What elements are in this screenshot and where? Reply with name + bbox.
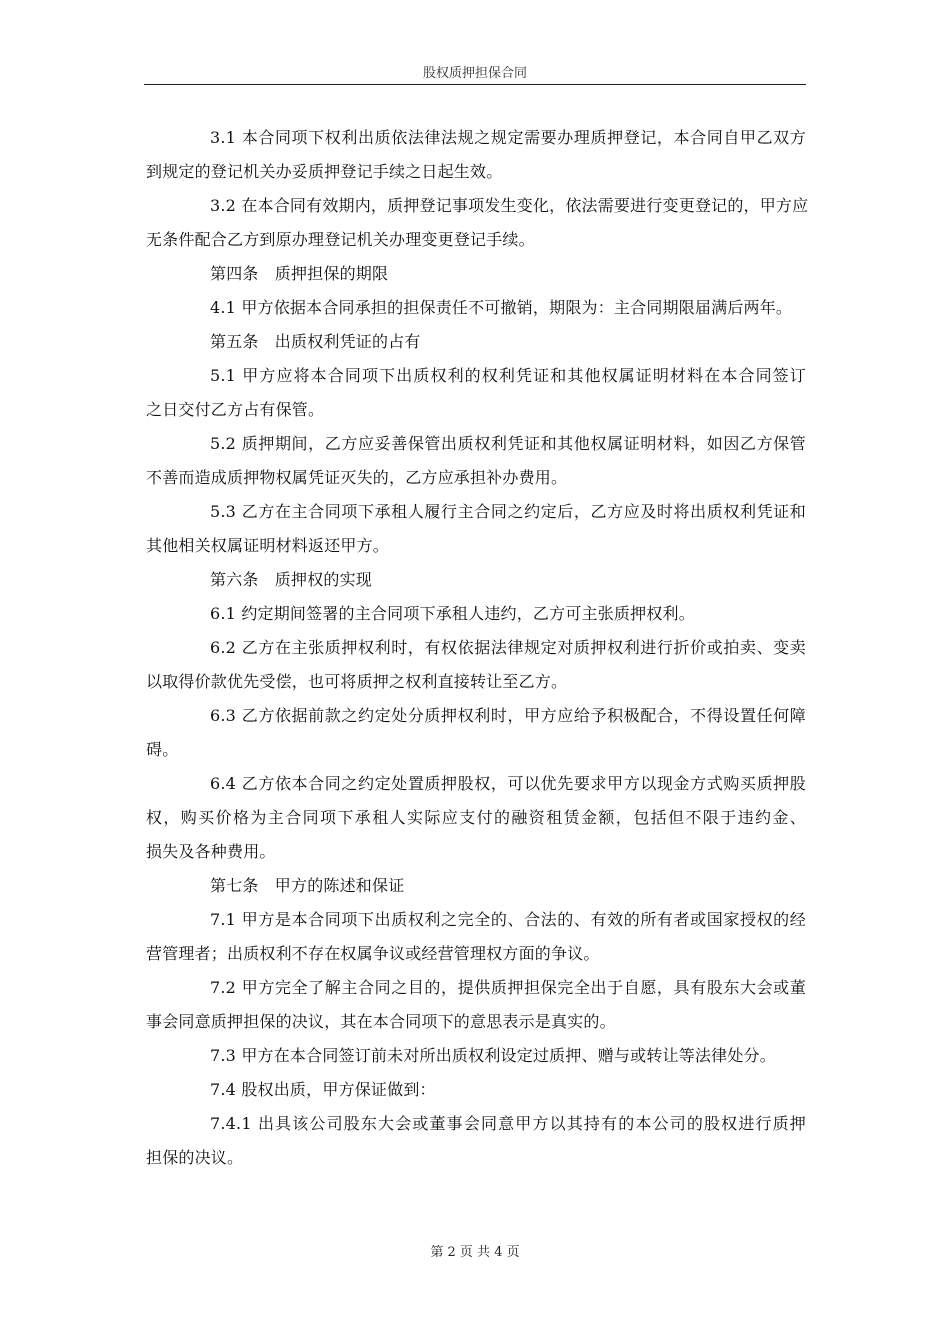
- paragraph-line: 营管理者；出质权利不存在权属争议或经营管理权方面的争议。: [146, 944, 600, 963]
- paragraph-line: 6.2 乙方在主张质押权利时，有权依据法律规定对质押权利进行折价或拍卖、变卖: [210, 638, 806, 657]
- paragraph-line: 7.3 甲方在本合同签订前未对所出质权利设定过质押、赠与或转让等法律处分。: [210, 1046, 776, 1065]
- document-body: [146, 121, 809, 1175]
- paragraph-line: 第五条 出质权利凭证的占有: [210, 332, 421, 351]
- paragraph-line: 5.1 甲方应将本合同项下出质权利的权利凭证和其他权属证明材料在本合同签订: [210, 366, 806, 385]
- paragraph-line: 7.1 甲方是本合同项下出质权利之完全的、合法的、有效的所有者或国家授权的经: [210, 910, 806, 929]
- paragraph-line: 第七条 甲方的陈述和保证: [210, 876, 405, 895]
- page-footer: [0, 1243, 950, 1263]
- paragraph-line: 7.4.1 出具该公司股东大会或董事会同意甲方以其持有的本公司的股权进行质押: [210, 1114, 806, 1133]
- paragraph-line: 3.1 本合同项下权利出质依法律法规之规定需要办理质押登记，本合同自甲乙双方: [210, 128, 806, 147]
- paragraph-line: 6.4 乙方依本合同之约定处置质押股权，可以优先要求甲方以现金方式购买质押股: [210, 774, 806, 793]
- paragraph-line: 担保的决议。: [146, 1148, 244, 1167]
- paragraph-line: 4.1 甲方依据本合同承担的担保责任不可撤销，期限为：主合同期限届满后两年。: [210, 298, 793, 317]
- paragraph-line: 5.2 质押期间，乙方应妥善保管出质权利凭证和其他权属证明材料，如因乙方保管: [210, 434, 806, 453]
- paragraph-line: 3.2 在本合同有效期内，质押登记事项发生变化，依法需要进行变更登记的，甲方应: [210, 196, 809, 215]
- paragraph-line: 到规定的登记机关办妥质押登记手续之日起生效。: [146, 162, 503, 181]
- header-title: 股权质押担保合同: [422, 66, 527, 81]
- paragraph-line: 5.3 乙方在主合同项下承租人履行主合同之约定后，乙方应及时将出质权利凭证和: [210, 502, 806, 521]
- paragraph-line: 第四条 质押担保的期限: [210, 264, 389, 283]
- paragraph-line: 不善而造成质押物权属凭证灭失的，乙方应承担补办费用。: [146, 468, 568, 487]
- page-number: 第 2 页 共 4 页: [430, 1245, 520, 1260]
- paragraph-line: 6.3 乙方依据前款之约定处分质押权利时，甲方应给予积极配合，不得设置任何障: [210, 706, 806, 725]
- paragraph-line: 无条件配合乙方到原办理登记机关办理变更登记手续。: [146, 230, 535, 249]
- paragraph-line: 7.4 股权出质，甲方保证做到：: [210, 1080, 436, 1099]
- paragraph-line: 7.2 甲方完全了解主合同之目的，提供质押担保完全出于自愿，具有股东大会或董: [210, 978, 806, 997]
- paragraph-line: 事会同意质押担保的决议，其在本合同项下的意思表示是真实的。: [146, 1012, 616, 1031]
- page-header: [144, 64, 806, 85]
- paragraph-line: 以取得价款优先受偿，也可将质押之权利直接转让至乙方。: [146, 672, 568, 691]
- paragraph-line: 碍。: [146, 740, 179, 759]
- paragraph-line: 之日交付乙方占有保管。: [146, 400, 325, 419]
- paragraph-line: 6.1 约定期间签署的主合同项下承租人违约，乙方可主张质押权利。: [210, 604, 695, 623]
- paragraph-line: 第六条 质押权的实现: [210, 570, 373, 589]
- paragraph-line: 其他相关权属证明材料返还甲方。: [146, 536, 390, 555]
- paragraph-line: 损失及各种费用。: [146, 842, 276, 861]
- paragraph-line: 权，购买价格为主合同项下承租人实际应支付的融资租赁金额，包括但不限于违约金、: [146, 808, 806, 827]
